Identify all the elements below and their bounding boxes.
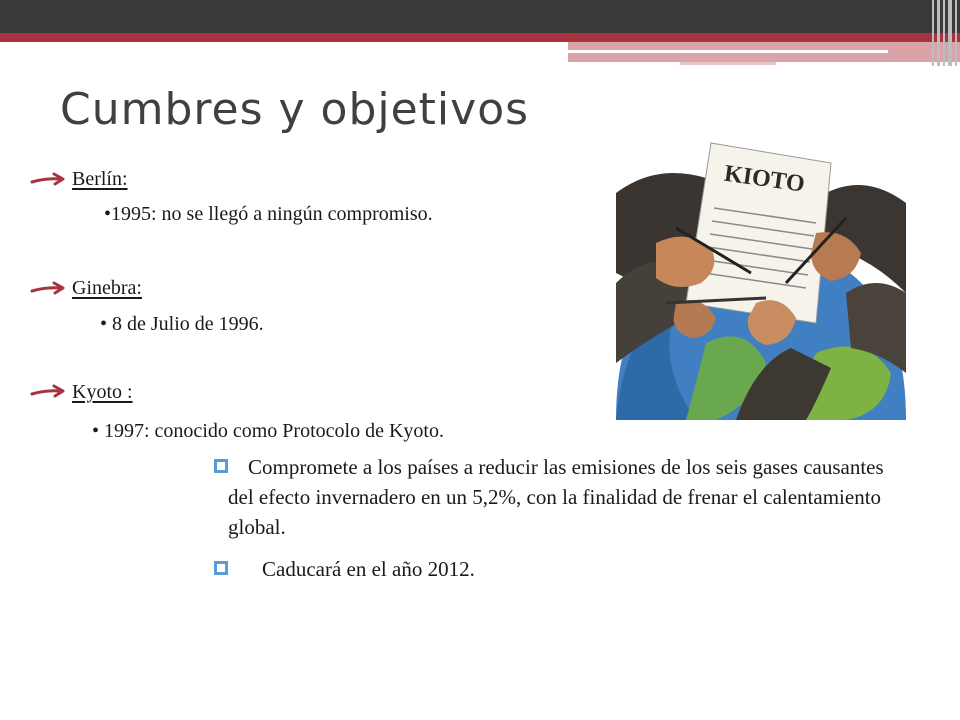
kyoto-protocol-illustration xyxy=(616,133,906,420)
section-bullet-berlin: •1995: no se llegó a ningún compromiso. xyxy=(104,203,433,225)
header-bar-red xyxy=(0,33,960,42)
header-stripes xyxy=(928,0,960,66)
header-line xyxy=(568,50,888,53)
slide-title: Cumbres y objetivos xyxy=(60,84,530,135)
arrow-icon xyxy=(30,172,66,188)
header-line-thin xyxy=(680,62,776,65)
sign-text: KIOTO xyxy=(722,160,807,198)
section-heading-ginebra: Ginebra: xyxy=(72,277,142,299)
kyoto-sub-item-commitment: Compromete a los países a reducir las emisiones de los seis gases causantes del efecto invernadero en un 5,2%, con la finalidad de frenar el calentamiento global. xyxy=(228,455,884,539)
header-bar-dark xyxy=(0,0,960,33)
section-heading-berlin: Berlín: xyxy=(72,168,128,190)
arrow-icon xyxy=(30,384,66,400)
kyoto-sub-item-expiry: Caducará en el año 2012. xyxy=(262,557,475,581)
arrow-icon xyxy=(30,281,66,297)
section-heading-kyoto: Kyoto : xyxy=(72,381,133,403)
checkbox-bullet-icon xyxy=(214,459,228,473)
checkbox-bullet-icon xyxy=(214,561,228,575)
section-bullet-ginebra: • 8 de Julio de 1996. xyxy=(100,313,264,335)
section-bullet-kyoto: • 1997: conocido como Protocolo de Kyoto. xyxy=(92,420,444,442)
